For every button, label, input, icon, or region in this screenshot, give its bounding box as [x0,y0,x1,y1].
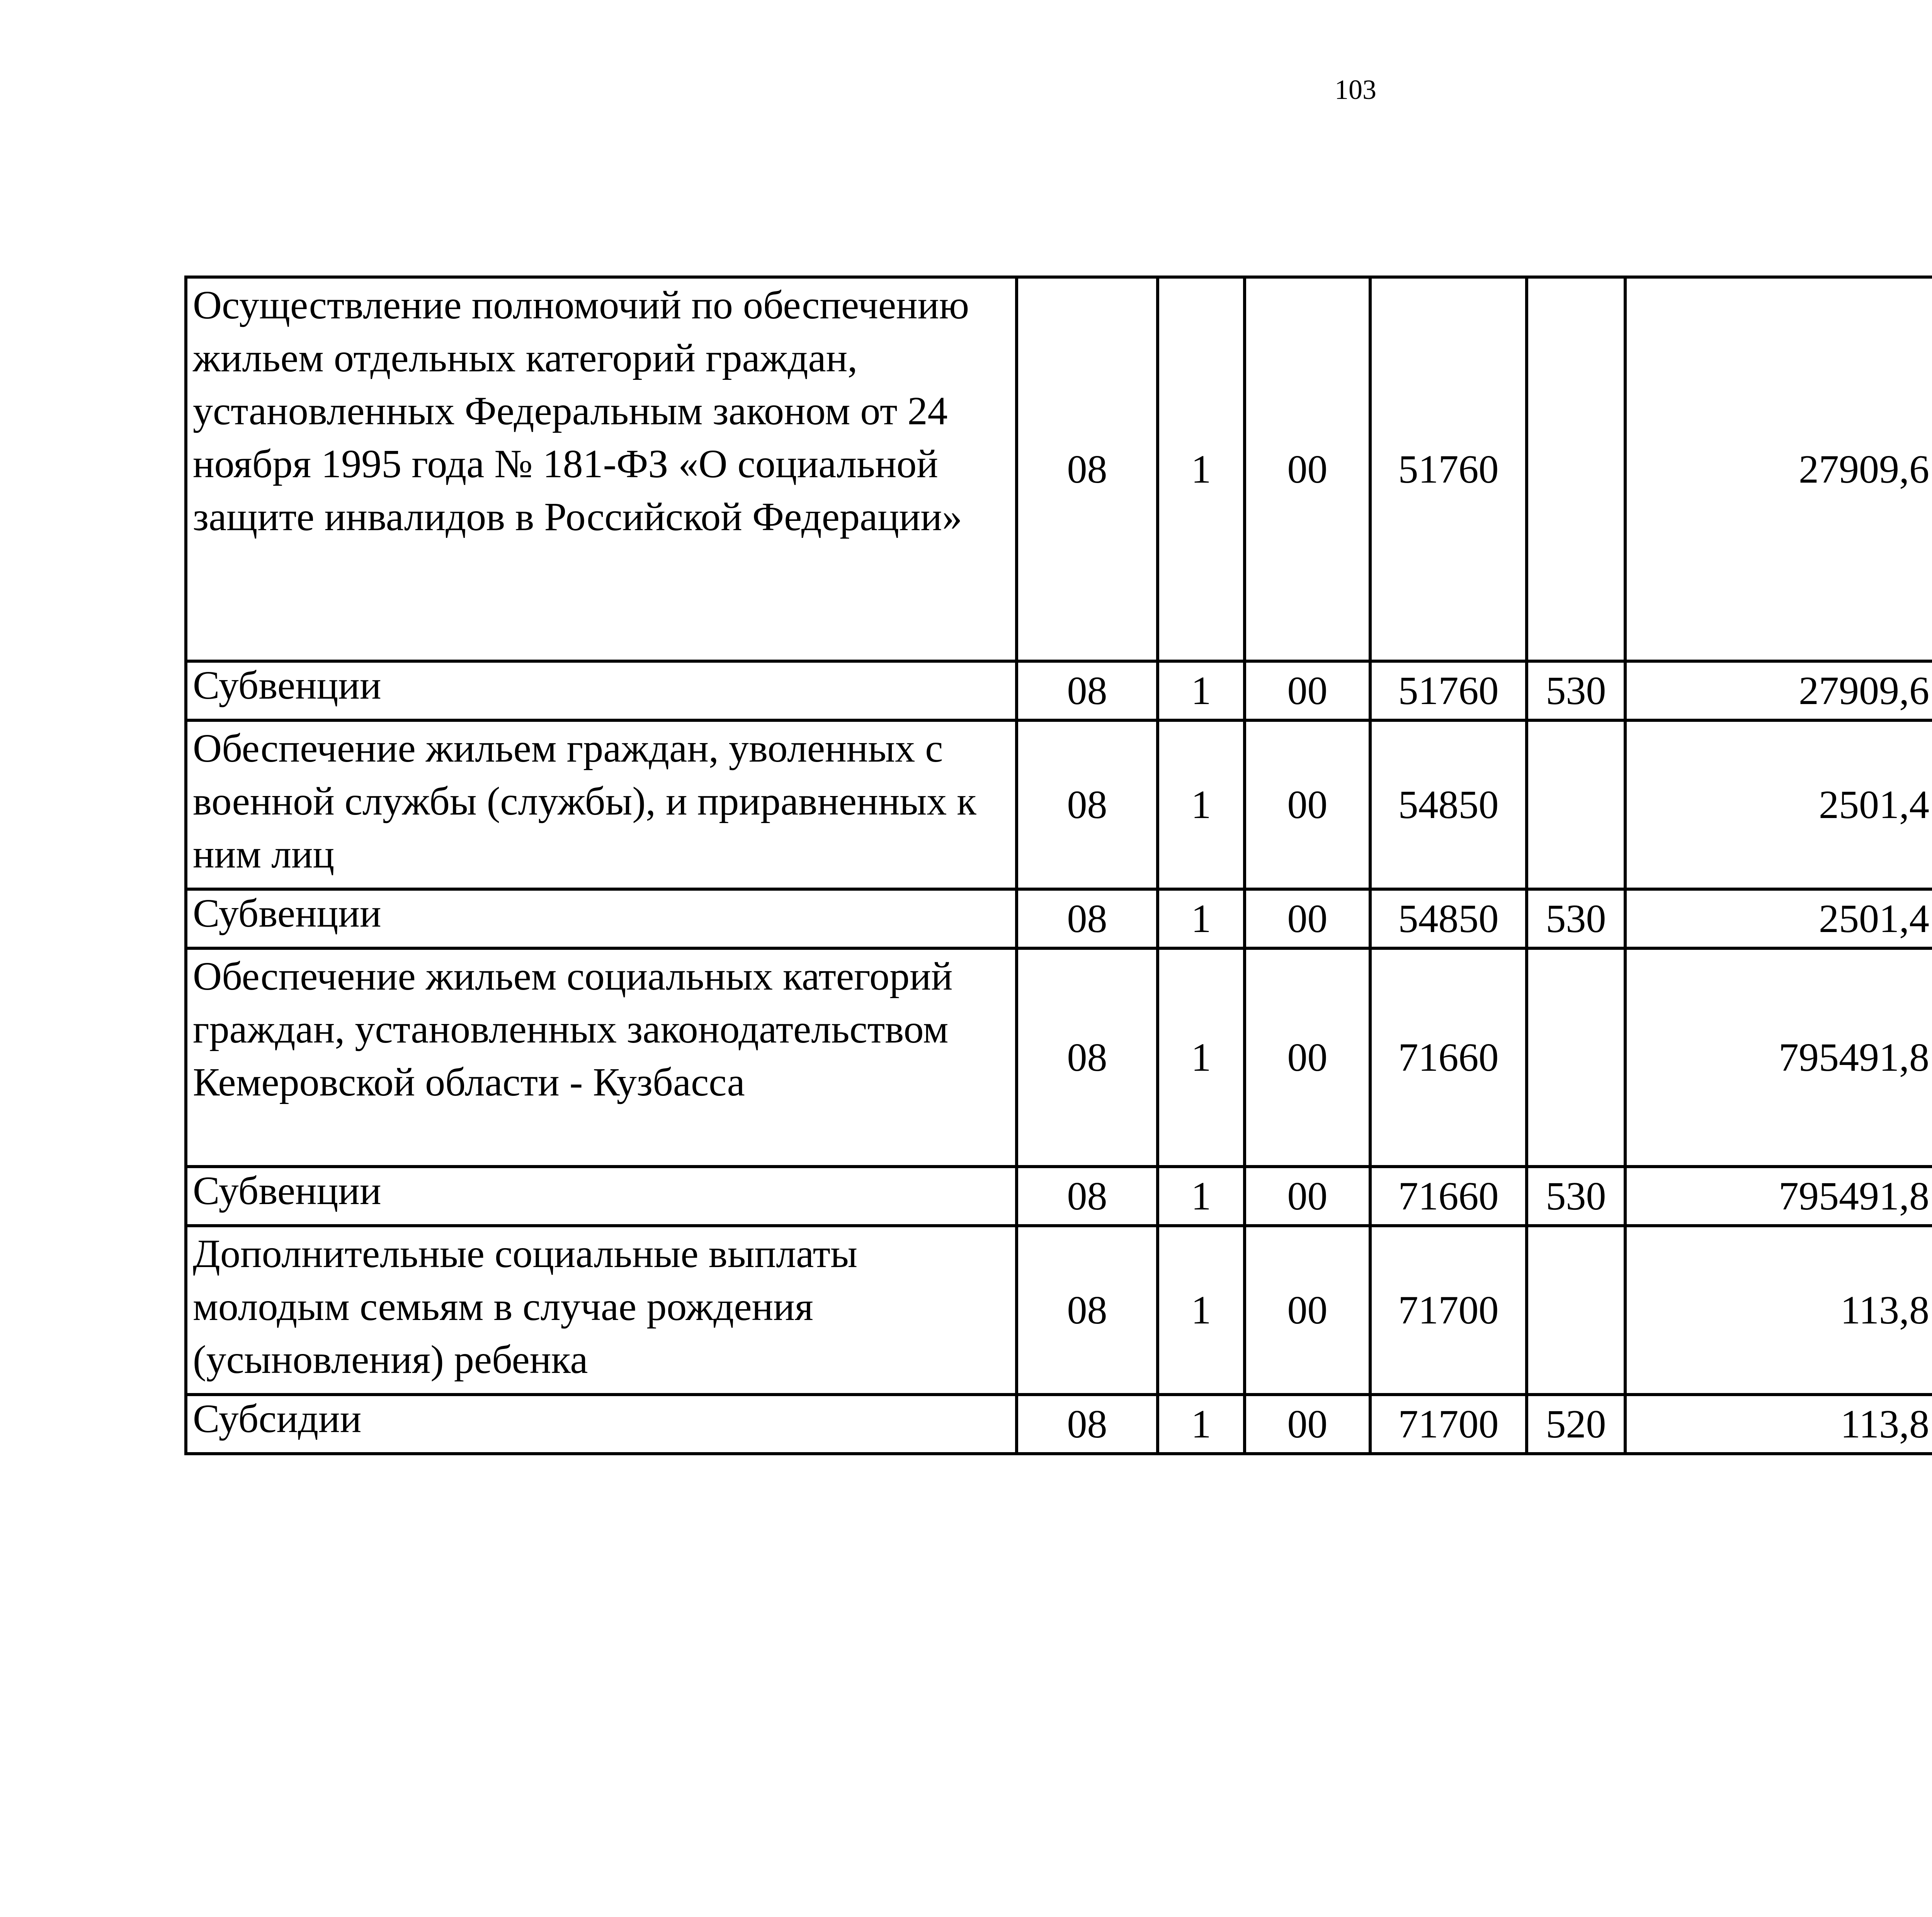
row-name: Осуществление полномочий по обеспечению жильем отдельных категорий граждан, установленных Федеральным законом от 24 ноября 1995 года № 181-ФЗ «О социальной защите инвалидов в Российской Федерации» [186,277,1017,661]
table-row [186,277,1932,661]
table-row [186,889,1932,948]
subprogram-code: 00 [1245,720,1370,889]
subprogram-code: 00 [1245,1395,1370,1454]
row-name: Субвенции [193,891,381,936]
subprogram-code: 00 [1245,1167,1370,1226]
row-name: Обеспечение жильем граждан, уволенных с военной службы (службы), и приравненных к ним лиц [186,720,1017,889]
program-code: 1 [1158,1226,1245,1395]
program-code: 1 [1158,1395,1245,1454]
section-code: 08 [1017,948,1158,1167]
expense-type-code [1527,948,1625,1167]
expense-type-code [1527,277,1625,661]
direction-code: 71700 [1370,1395,1527,1454]
amount-1: 2501,4 [1625,720,1932,889]
direction-code: 54850 [1370,720,1527,889]
subprogram-code: 00 [1245,661,1370,720]
section-code: 08 [1017,661,1158,720]
expense-type-code [1527,720,1625,889]
row-name: Субсидии [193,1397,362,1441]
section-code: 08 [1017,1226,1158,1395]
subprogram-code: 00 [1245,1226,1370,1395]
section-code: 08 [1017,889,1158,948]
amount-1: 795491,8 [1625,1167,1932,1226]
program-code: 1 [1158,277,1245,661]
program-code: 1 [1158,948,1245,1167]
amount-1: 113,8 [1625,1395,1932,1454]
direction-code: 71660 [1370,948,1527,1167]
expense-type-code: 530 [1527,1167,1625,1226]
expense-type-code: 520 [1527,1395,1625,1454]
direction-code: 51760 [1370,277,1527,661]
table-row [186,1395,1932,1454]
direction-code: 54850 [1370,889,1527,948]
row-name: Субвенции [193,663,381,708]
table-row [186,1167,1932,1226]
program-code: 1 [1158,720,1245,889]
amount-1: 113,8 [1625,1226,1932,1395]
table-row [186,661,1932,720]
budget-table [184,276,1932,1455]
page-number: 103 [1335,74,1376,105]
row-name: Обеспечение жильем социальных категорий граждан, установленных законодательством Кемеровской области - Кузбасса [186,948,1017,1167]
program-code: 1 [1158,661,1245,720]
section-code: 08 [1017,1167,1158,1226]
amount-1: 795491,8 [1625,948,1932,1167]
program-code: 1 [1158,1167,1245,1226]
section-code: 08 [1017,1395,1158,1454]
direction-code: 71660 [1370,1167,1527,1226]
row-name: Дополнительные социальные выплаты молодым семьям в случае рождения (усыновления) ребенка [186,1226,1017,1395]
amount-1: 27909,6 [1625,661,1932,720]
amount-1: 2501,4 [1625,889,1932,948]
row-name: Субвенции [193,1169,381,1213]
program-code: 1 [1158,889,1245,948]
amount-1: 27909,6 [1625,277,1932,661]
direction-code: 51760 [1370,661,1527,720]
subprogram-code: 00 [1245,277,1370,661]
table-row [186,948,1932,1167]
subprogram-code: 00 [1245,948,1370,1167]
section-code: 08 [1017,720,1158,889]
section-code: 08 [1017,277,1158,661]
direction-code: 71700 [1370,1226,1527,1395]
table-row [186,1226,1932,1395]
expense-type-code [1527,1226,1625,1395]
expense-type-code: 530 [1527,661,1625,720]
subprogram-code: 00 [1245,889,1370,948]
expense-type-code: 530 [1527,889,1625,948]
table-row [186,720,1932,889]
